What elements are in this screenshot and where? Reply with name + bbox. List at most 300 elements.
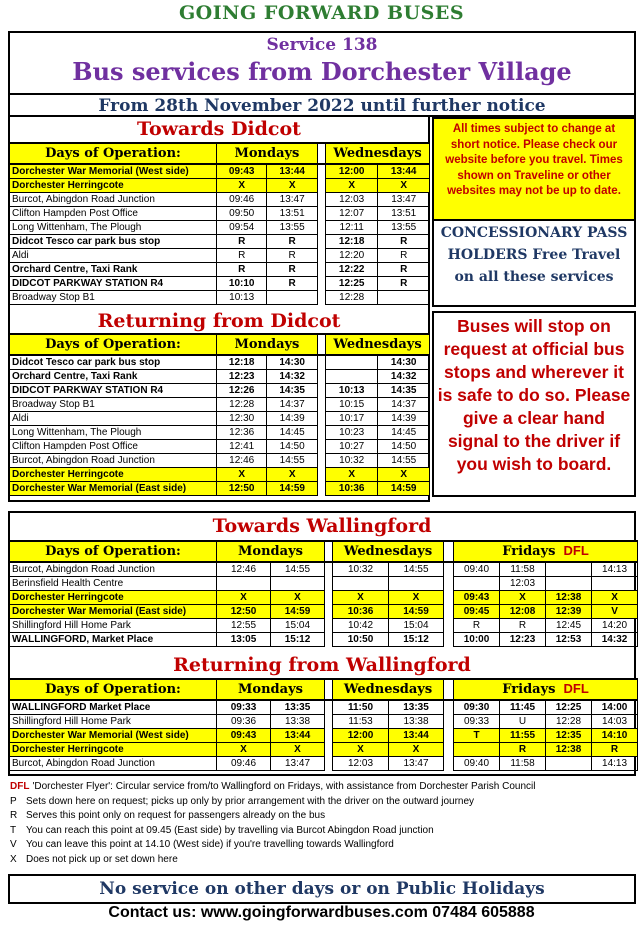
column-spacer	[317, 412, 325, 426]
footnote-text: 'Dorchester Flyer': Circular service from/to Wallingford on Fridays, with assistance from Dorchester Parish Council	[32, 781, 536, 792]
time-cell: 13:44	[389, 729, 444, 743]
time-cell: 14:03	[592, 715, 638, 729]
stop-name: Didcot Tesco car park bus stop	[10, 235, 217, 249]
section-title-towards-wallingford: Towards Wallingford	[212, 515, 432, 537]
time-cell: 14:20	[592, 619, 638, 633]
column-spacer	[317, 468, 325, 482]
table-row	[10, 619, 638, 633]
time-cell: 15:12	[389, 633, 444, 647]
time-cell: 14:37	[267, 398, 317, 412]
stop-name: Dorchester War Memorial (East side)	[10, 605, 217, 619]
column-spacer	[325, 700, 333, 715]
table-row	[10, 221, 430, 235]
time-cell: 11:45	[500, 700, 546, 715]
stop-name: Dorchester War Memorial (West side)	[10, 729, 217, 743]
footnote-item	[10, 838, 536, 853]
time-cell: 12:25	[546, 700, 592, 715]
time-cell: 13:51	[267, 207, 317, 221]
time-cell: 12:28	[325, 291, 377, 305]
fridays-label: Fridays	[502, 544, 556, 559]
time-cell: 14:59	[378, 482, 430, 496]
table-row	[10, 440, 430, 454]
company-name: GOING FORWARD BUSES	[178, 2, 465, 24]
footnote-key: V	[10, 839, 17, 850]
time-cell	[592, 577, 638, 591]
time-cell: 09:33	[217, 700, 271, 715]
time-cell: 14:00	[592, 700, 638, 715]
time-cell: U	[500, 715, 546, 729]
time-cell: 12:46	[217, 562, 271, 577]
column-spacer	[444, 591, 454, 605]
time-cell: 13:05	[217, 633, 271, 647]
column-spacer	[325, 743, 333, 757]
stop-name: Clifton Hampden Post Office	[10, 207, 217, 221]
time-cell: 12:03	[325, 193, 377, 207]
table-row	[10, 426, 430, 440]
time-cell: 14:13	[592, 757, 638, 771]
stop-name: Orchard Centre, Taxi Rank	[10, 370, 217, 384]
time-cell: 15:04	[389, 619, 444, 633]
column-spacer	[444, 605, 454, 619]
time-cell: 13:47	[267, 193, 317, 207]
wednesdays-header: Wednesdays	[333, 679, 444, 700]
time-cell: X	[325, 468, 377, 482]
time-cell: 15:04	[271, 619, 325, 633]
footnote-item	[10, 853, 536, 868]
days-of-operation-header: Days of Operation:	[10, 334, 217, 355]
time-cell: 11:53	[333, 715, 389, 729]
time-cell: X	[267, 179, 317, 193]
time-cell: X	[217, 591, 271, 605]
column-spacer	[444, 541, 454, 562]
time-cell	[546, 562, 592, 577]
stop-name: Broadway Stop B1	[10, 291, 217, 305]
time-cell: R	[592, 743, 638, 757]
mondays-header: Mondays	[217, 679, 325, 700]
time-cell: 12:36	[216, 426, 266, 440]
table-row	[10, 700, 638, 715]
table-row	[10, 715, 638, 729]
time-cell: 14:30	[267, 355, 317, 370]
stop-name: Clifton Hampden Post Office	[10, 440, 217, 454]
time-cell: 13:35	[389, 700, 444, 715]
column-spacer	[325, 605, 333, 619]
time-cell: 15:12	[271, 633, 325, 647]
time-cell: 09:45	[454, 605, 500, 619]
time-cell: X	[500, 591, 546, 605]
time-cell: 14:37	[378, 398, 430, 412]
time-cell: 12:18	[325, 235, 377, 249]
time-cell: 14:50	[267, 440, 317, 454]
time-cell: 12:45	[546, 619, 592, 633]
time-cell: 12:20	[325, 249, 377, 263]
time-cell: R	[267, 263, 317, 277]
validity-line: From 28th November 2022 until further notice	[10, 93, 634, 119]
footnote-text: You can leave this point at 14.10 (West side) if you're travelling towards Wallingford	[26, 839, 394, 850]
time-cell: 10:15	[325, 398, 377, 412]
time-cell: 10:36	[325, 482, 377, 496]
time-cell: 13:47	[271, 757, 325, 771]
stop-name: Dorchester War Memorial (East side)	[10, 482, 217, 496]
stop-name: Dorchester War Memorial (West side)	[10, 164, 217, 179]
request-stop-notice: Buses will stop on request at official bus stops and wherever it is safe to do so. Please give a clear hand signal to the driver if you wish to board.	[432, 311, 636, 497]
time-cell: R	[216, 263, 266, 277]
time-cell	[325, 370, 377, 384]
stop-name: Dorchester Herringcote	[10, 743, 217, 757]
stop-name: Shillingford Hill Home Park	[10, 715, 217, 729]
stop-name: Didcot Tesco car park bus stop	[10, 355, 217, 370]
time-cell	[454, 743, 500, 757]
time-cell: 11:58	[500, 562, 546, 577]
time-cell: 12:03	[333, 757, 389, 771]
time-cell: 10:23	[325, 426, 377, 440]
column-spacer	[317, 334, 325, 355]
time-cell: 10:27	[325, 440, 377, 454]
time-cell: 12:38	[546, 743, 592, 757]
footnote-item	[10, 780, 536, 795]
table-row	[10, 591, 638, 605]
table-row	[10, 729, 638, 743]
column-spacer	[317, 249, 325, 263]
time-cell: 12:55	[217, 619, 271, 633]
footnote-key: T	[10, 824, 17, 836]
stop-name: Burcot, Abingdon Road Junction	[10, 193, 217, 207]
time-cell: 10:32	[325, 454, 377, 468]
time-cell: 10:13	[216, 291, 266, 305]
footnote-item	[10, 824, 536, 839]
time-cell: 12:50	[216, 482, 266, 496]
time-cell: 09:40	[454, 562, 500, 577]
time-cell: 10:17	[325, 412, 377, 426]
time-cell: 09:43	[216, 164, 266, 179]
footnote-key: DFL	[10, 781, 30, 792]
header-row	[10, 334, 430, 355]
time-cell	[267, 291, 317, 305]
time-cell: 10:00	[454, 633, 500, 647]
stop-name: Orchard Centre, Taxi Rank	[10, 263, 217, 277]
time-cell: 10:42	[333, 619, 389, 633]
time-cell: R	[267, 235, 317, 249]
time-cell: 10:36	[333, 605, 389, 619]
time-cell	[454, 577, 500, 591]
time-cell: 14:35	[378, 384, 430, 398]
time-cell: 09:33	[454, 715, 500, 729]
time-cell: 14:45	[267, 426, 317, 440]
time-cell: X	[216, 468, 266, 482]
fridays-header	[454, 541, 638, 562]
time-cell: 12:38	[546, 591, 592, 605]
time-cell: 14:35	[267, 384, 317, 398]
column-spacer	[317, 235, 325, 249]
stop-name: WALLINGFORD Market Place	[10, 700, 217, 715]
time-cell: 14:32	[378, 370, 430, 384]
column-spacer	[444, 743, 454, 757]
stop-name: Aldi	[10, 412, 217, 426]
column-spacer	[317, 263, 325, 277]
time-cell: 13:47	[378, 193, 430, 207]
stop-name: Shillingford Hill Home Park	[10, 619, 217, 633]
footnote-item	[10, 795, 536, 810]
time-cell: 14:55	[378, 454, 430, 468]
table-row	[10, 482, 430, 496]
time-cell: 12:30	[216, 412, 266, 426]
time-cell: X	[216, 179, 266, 193]
time-cell: 11:58	[500, 757, 546, 771]
fridays-label: Fridays	[502, 682, 556, 697]
stop-name: Berinsfield Health Centre	[10, 577, 217, 591]
time-cell: R	[500, 619, 546, 633]
table-row	[10, 193, 430, 207]
time-cell: 09:46	[216, 193, 266, 207]
time-cell: 14:59	[267, 482, 317, 496]
time-cell: 14:13	[592, 562, 638, 577]
mondays-header: Mondays	[216, 143, 317, 164]
time-cell: 10:10	[216, 277, 266, 291]
time-cell: 09:40	[454, 757, 500, 771]
stop-name: Burcot, Abingdon Road Junction	[10, 454, 217, 468]
column-spacer	[317, 384, 325, 398]
time-cell: 09:30	[454, 700, 500, 715]
footnote-key: X	[10, 853, 17, 865]
time-cell: X	[267, 468, 317, 482]
wednesdays-header: Wednesdays	[333, 541, 444, 562]
time-cell: X	[333, 591, 389, 605]
column-spacer	[444, 619, 454, 633]
time-cell	[546, 577, 592, 591]
time-cell: X	[389, 591, 444, 605]
column-spacer	[317, 193, 325, 207]
time-cell: 13:44	[267, 164, 317, 179]
table-row	[10, 562, 638, 577]
days-of-operation-header: Days of Operation:	[10, 143, 217, 164]
stop-name: Dorchester Herringcote	[10, 468, 217, 482]
time-cell: X	[271, 743, 325, 757]
time-cell: X	[333, 743, 389, 757]
time-cell: 13:35	[271, 700, 325, 715]
time-cell: 12:23	[500, 633, 546, 647]
table-row	[10, 605, 638, 619]
stop-name: Aldi	[10, 249, 217, 263]
time-cell: 14:55	[267, 454, 317, 468]
no-service-banner: No service on other days or on Public Holidays	[8, 874, 636, 904]
table-row	[10, 412, 430, 426]
time-cell	[217, 577, 271, 591]
column-spacer	[317, 221, 325, 235]
time-cell	[389, 577, 444, 591]
column-spacer	[317, 370, 325, 384]
column-spacer	[325, 591, 333, 605]
time-cell: 09:43	[217, 729, 271, 743]
time-cell	[378, 291, 430, 305]
time-cell: R	[216, 235, 266, 249]
table-row	[10, 398, 430, 412]
stop-name: WALLINGFORD, Market Place	[10, 633, 217, 647]
column-spacer	[317, 291, 325, 305]
time-cell	[325, 355, 377, 370]
table-row	[10, 249, 430, 263]
column-spacer	[444, 715, 454, 729]
timetable-towards-didcot	[9, 142, 430, 305]
stop-name: Dorchester Herringcote	[10, 179, 217, 193]
time-cell: 14:32	[267, 370, 317, 384]
time-cell: 09:36	[217, 715, 271, 729]
column-spacer	[325, 577, 333, 591]
time-cell: 09:50	[216, 207, 266, 221]
time-cell: 12:03	[500, 577, 546, 591]
time-cell: 14:50	[378, 440, 430, 454]
time-cell: 14:59	[271, 605, 325, 619]
time-cell: R	[500, 743, 546, 757]
time-cell: X	[271, 591, 325, 605]
footnote-item	[10, 809, 536, 824]
table-row	[10, 743, 638, 757]
column-spacer	[325, 562, 333, 577]
time-cell: 12:00	[333, 729, 389, 743]
time-cell	[546, 757, 592, 771]
time-cell: 09:43	[454, 591, 500, 605]
table-row	[10, 633, 638, 647]
time-cell: 14:55	[271, 562, 325, 577]
column-spacer	[317, 454, 325, 468]
days-of-operation-header: Days of Operation:	[10, 541, 217, 562]
column-spacer	[317, 277, 325, 291]
column-spacer	[444, 679, 454, 700]
footnote-text: Does not pick up or set down here	[26, 853, 178, 865]
footnotes	[10, 780, 536, 867]
days-of-operation-header: Days of Operation:	[10, 679, 217, 700]
change-notice: All times subject to change at short notice. Please check our website before you travel. Times shown on Traveline or other websites may not be up to date.	[432, 117, 636, 221]
time-cell: 09:46	[217, 757, 271, 771]
dfl-label: DFL	[563, 681, 589, 696]
table-row	[10, 235, 430, 249]
column-spacer	[317, 179, 325, 193]
time-cell: X	[592, 591, 638, 605]
time-cell: 12:41	[216, 440, 266, 454]
time-cell: 12:50	[217, 605, 271, 619]
table-row	[10, 277, 430, 291]
mondays-header: Mondays	[216, 334, 317, 355]
stop-name: DIDCOT PARKWAY STATION R4	[10, 384, 217, 398]
section-title-returning-wallingford: Returning from Wallingford	[173, 654, 471, 676]
time-cell: 12:35	[546, 729, 592, 743]
column-spacer	[325, 619, 333, 633]
column-spacer	[317, 398, 325, 412]
time-cell: 13:51	[378, 207, 430, 221]
time-cell: 13:44	[378, 164, 430, 179]
time-cell: T	[454, 729, 500, 743]
stop-name: DIDCOT PARKWAY STATION R4	[10, 277, 217, 291]
column-spacer	[444, 757, 454, 771]
time-cell: 12:26	[216, 384, 266, 398]
table-row	[10, 263, 430, 277]
time-cell: 12:28	[546, 715, 592, 729]
table-row	[10, 207, 430, 221]
table-row	[10, 355, 430, 370]
time-cell: 13:38	[389, 715, 444, 729]
footnote-text: Serves this point only on request for passengers already on the bus	[26, 810, 326, 821]
column-spacer	[325, 757, 333, 771]
column-spacer	[325, 541, 333, 562]
dfl-label: DFL	[563, 543, 589, 558]
time-cell	[271, 577, 325, 591]
section-title-returning-didcot: Returning from Didcot	[97, 310, 341, 332]
column-spacer	[444, 633, 454, 647]
time-cell: 14:10	[592, 729, 638, 743]
table-row	[10, 384, 430, 398]
time-cell: 12:25	[325, 277, 377, 291]
column-spacer	[444, 729, 454, 743]
footnote-text: Sets down here on request; picks up only by prior arrangement with the driver on the outward journey	[26, 795, 475, 807]
time-cell: R	[267, 277, 317, 291]
time-cell: R	[378, 249, 430, 263]
time-cell: X	[378, 468, 430, 482]
footnote-key: P	[10, 795, 17, 807]
time-cell: 12:08	[500, 605, 546, 619]
time-cell: R	[378, 263, 430, 277]
time-cell: R	[216, 249, 266, 263]
stop-name: Burcot, Abingdon Road Junction	[10, 757, 217, 771]
stop-name: Long Wittenham, The Plough	[10, 221, 217, 235]
column-spacer	[317, 426, 325, 440]
timetable-returning-didcot	[9, 333, 430, 496]
time-cell: 12:11	[325, 221, 377, 235]
table-row	[10, 291, 430, 305]
stop-name: Burcot, Abingdon Road Junction	[10, 562, 217, 577]
column-spacer	[317, 482, 325, 496]
column-spacer	[317, 355, 325, 370]
concession-notice: CONCESSIONARY PASS HOLDERS Free Travel on all these services	[432, 219, 636, 307]
header-box	[8, 31, 636, 117]
time-cell: R	[454, 619, 500, 633]
column-spacer	[444, 562, 454, 577]
table-row	[10, 370, 430, 384]
time-cell: 12:28	[216, 398, 266, 412]
fridays-header	[454, 679, 638, 700]
time-cell: X	[389, 743, 444, 757]
column-spacer	[325, 715, 333, 729]
column-spacer	[317, 207, 325, 221]
time-cell: 12:46	[216, 454, 266, 468]
time-cell: 12:53	[546, 633, 592, 647]
column-spacer	[444, 700, 454, 715]
service-number: Service 138	[266, 35, 378, 55]
header-row	[10, 679, 638, 700]
time-cell: 11:55	[500, 729, 546, 743]
stop-name: Broadway Stop B1	[10, 398, 217, 412]
time-cell: 13:55	[378, 221, 430, 235]
table-row	[10, 468, 430, 482]
timetable-towards-wallingford	[9, 540, 638, 647]
time-cell: 14:30	[378, 355, 430, 370]
time-cell: X	[378, 179, 430, 193]
column-spacer	[325, 633, 333, 647]
time-cell: 10:13	[325, 384, 377, 398]
time-cell: 13:47	[389, 757, 444, 771]
time-cell: R	[267, 249, 317, 263]
mondays-header: Mondays	[217, 541, 325, 562]
table-row	[10, 757, 638, 771]
column-spacer	[325, 729, 333, 743]
time-cell: 11:50	[333, 700, 389, 715]
time-cell: 09:54	[216, 221, 266, 235]
time-cell: 14:32	[592, 633, 638, 647]
footnote-text: You can reach this point at 09.45 (East side) by travelling via Burcot Abingdon Road junction	[26, 824, 434, 836]
table-row	[10, 454, 430, 468]
time-cell: 13:44	[271, 729, 325, 743]
time-cell	[333, 577, 389, 591]
column-spacer	[317, 143, 325, 164]
wednesdays-header: Wednesdays	[325, 143, 429, 164]
